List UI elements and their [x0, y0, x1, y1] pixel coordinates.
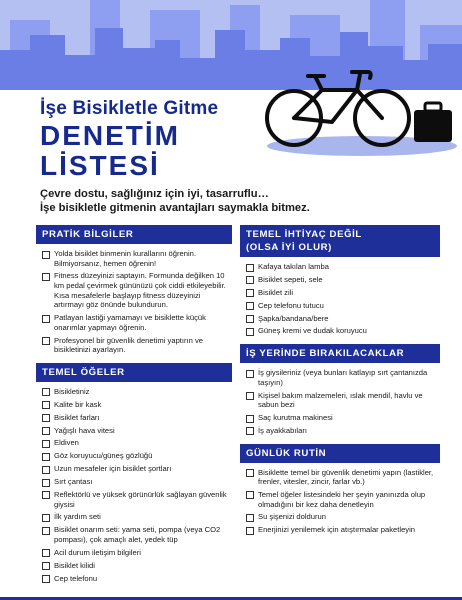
checklist-item[interactable]: Temel öğeler listesindeki her şeyin yanınızda olup olmadığını bir kez daha denetleyin [246, 490, 440, 509]
section-temel [36, 363, 232, 583]
checklist-item[interactable]: Güneş kremi ve dudak koruyucu [246, 326, 440, 336]
section-header-yerinde: İŞ YERİNDE BIRAKILACAKLAR [240, 344, 440, 363]
checklist-item[interactable]: Acil durum iletişim bilgileri [42, 548, 232, 558]
intro-text [40, 187, 440, 215]
right-column [240, 225, 440, 543]
checklist-pratik [36, 249, 232, 355]
section-header-rutin: GÜNLÜK RUTİN [240, 444, 440, 463]
checklist-item[interactable]: Cep telefonu [42, 574, 232, 584]
checklist-rutin [240, 468, 440, 535]
section-header-temel: TEMEL ÖĞELER [36, 363, 232, 382]
checklist-item[interactable]: Eldiven [42, 438, 232, 448]
intro-line-1: Çevre dostu, sağlığınız için iyi, tasarruflu… [40, 188, 269, 200]
checklist-item[interactable]: Reflektörlü ve yüksek görünürlük sağlayan güvenlik giysisi [42, 490, 232, 509]
section-pratik [36, 225, 232, 355]
checklist-temel [36, 387, 232, 583]
checklist-item[interactable]: Kişisel bakım malzemeleri, ıslak mendil, havlu ve sabun bezi [246, 391, 440, 410]
checklist-item[interactable]: Saç kurutma makinesi [246, 413, 440, 423]
section-header-pratik: PRATİK BİLGİLER [36, 225, 232, 244]
checklist-item[interactable]: Bisiklet zili [246, 288, 440, 298]
checklist-item[interactable]: İlk yardım seti [42, 512, 232, 522]
checklist-item[interactable]: Yağışlı hava vitesi [42, 426, 232, 436]
section-yerinde [240, 344, 440, 435]
checklist-item[interactable]: Fitness düzeyinizi saptayın. Formunda değilken 10 km pedal çevirmek gününüzü çok ciddi etkileyebilir. Kısa mesafelerle başlayıp fitness düzeyinizi artırmayı göz önünde bulundurun. [42, 271, 232, 309]
checklist-item[interactable]: Yolda bisiklet binmenin kurallarını öğrenin. Bilmiyorsanız, hemen öğrenin! [42, 249, 232, 268]
checklist-item[interactable]: Kalite bir kask [42, 400, 232, 410]
title-line-3: LİSTESİ [40, 150, 160, 181]
checklist-yerinde [240, 368, 440, 435]
checklist-item[interactable]: Profesyonel bir güvenlik denetimi yaptırın ve bisikletinizi ayarlayın. [42, 336, 232, 355]
checklist-item[interactable]: Bisiklet kilidi [42, 561, 232, 571]
checklist-item[interactable]: Bisiklette temel bir güvenlik denetimi yapın (lastikler, frenler, vitesler, zincir, farlar vb.) [246, 468, 440, 487]
checklist-item[interactable]: Cep telefonu tutucu [246, 301, 440, 311]
section-header-ihtiyac-line-2: (OLSA İYİ OLUR) [246, 242, 332, 253]
section-ihtiyac [240, 225, 440, 336]
checklist-item[interactable]: Şapka/bandana/bere [246, 314, 440, 324]
checklist-ihtiyac [240, 262, 440, 336]
section-header-ihtiyac [240, 225, 440, 257]
title-line-2: DENETİM [40, 120, 180, 151]
checklist-item[interactable]: Bisiklet sepeti, sele [246, 275, 440, 285]
checklist-item[interactable]: Su şişenizi doldurun [246, 512, 440, 522]
checklist-item[interactable]: Göz koruyucu/güneş gözlüğü [42, 451, 232, 461]
section-header-ihtiyac-line-1: TEMEL İHTİYAÇ DEĞİL [246, 229, 362, 240]
checklist-item[interactable]: İş giysileriniz (veya bunları katlayıp sırt çantanızda taşıyın) [246, 368, 440, 387]
checklist-item[interactable]: Patlayan lastiği yamamayı ve bisiklette küçük onarımlar yapmayı öğrenin. [42, 313, 232, 332]
checklist-item[interactable]: Enerjinizi yenilemek için atıştırmalar paketleyin [246, 525, 440, 535]
left-column [36, 225, 232, 591]
title-area [0, 90, 462, 182]
checklist-item[interactable]: Bisiklet onarım seti: yama seti, pompa (veya CO2 pompası), çok amaçlı alet, yedek tüp [42, 525, 232, 544]
checklist-item[interactable]: Bisiklet farları [42, 413, 232, 423]
intro-line-2: İşe bisikletle gitmenin avantajları saymakla bitmez. [40, 202, 310, 214]
checklist-item[interactable]: Uzun mesafeler için bisiklet şortları [42, 464, 232, 474]
bicycle-icon [262, 60, 462, 160]
briefcase-icon [414, 103, 452, 142]
title-line-1: İşe Bisikletle Gitme [40, 98, 219, 119]
section-rutin [240, 444, 440, 535]
checklist-item[interactable]: Kafaya takılan lamba [246, 262, 440, 272]
checklist-item[interactable]: İş ayakkabıları [246, 426, 440, 436]
checklist-item[interactable]: Bisikletiniz [42, 387, 232, 397]
checklist-item[interactable]: Sırt çantası [42, 477, 232, 487]
